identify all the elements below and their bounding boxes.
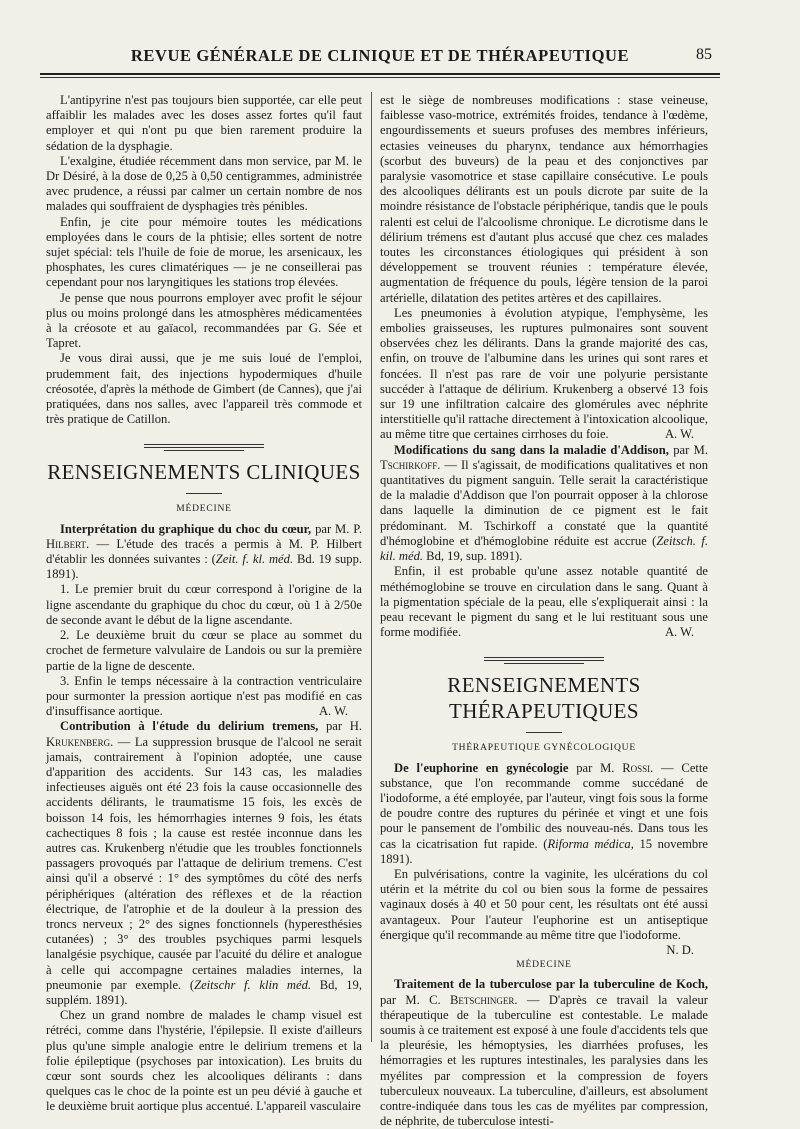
article-body: — Il s'agissait, de modifications qualitatives et non quantitatives du pigment sanguin. Telle serait la caractéristique de la maladie d'Addison que l'on pourrait opposer à la chlorose dans laquelle la diminution de ce pigment est le fait prédominant. M. Tschirkoff a constaté que la quantité d'hémoglobine et d'hémoglobine réduite est accrue ( xyxy=(380,457,708,548)
article-title: Modifications du sang dans la maladie d'Addison, xyxy=(394,442,669,457)
author-name: Rossi. xyxy=(622,760,654,775)
header-rule xyxy=(40,73,720,75)
article-title: Interprétation du graphique du choc du cœur, xyxy=(60,521,312,536)
author-prefix: par H. xyxy=(318,719,363,734)
article-hilbert xyxy=(46,522,362,583)
decorative-rule xyxy=(46,441,362,453)
paragraph-text: Je vous dirai aussi, que je me suis loué de l'emploi, prudemment fait, des injections hypodermiques d'huile créosotée, d'après la méthode de Gimbert (de Cannes), que j'ai pratiquées, dans nos salles, avec l'appareil très commode et très pratique de Catillon. xyxy=(46,351,362,427)
journal-reference: Zeitschr f. klin méd. xyxy=(194,977,312,992)
journal-reference: Riforma médica, xyxy=(547,836,634,851)
paragraph-pulverisations xyxy=(380,866,708,957)
paragraph-pneumonies xyxy=(380,306,708,443)
author-name: Krukenberg. xyxy=(46,734,114,749)
author-prefix: par M. xyxy=(568,760,623,775)
author-prefix: par M. P. xyxy=(311,521,362,536)
paragraph-exalgine xyxy=(46,154,362,215)
signature: N. D. xyxy=(666,942,694,957)
paragraph-text: Chez un grand nombre de malades le champ visuel est rétréci, comme dans l'hystérie, l'épilepsie. Il existe d'ailleurs plus qu'une simple analogie entre le delirium tremens et la folie épileptique (psychoses par intoxication). Les bruits du cœur sont sourds chez les alcooliques délirants : dans quelques cas le choc de la pointe est un peu dévié à gauche et le deuxième bruit aortique plus accentué. L'appareil vasculaire xyxy=(46,1008,362,1114)
left-column xyxy=(46,93,362,1115)
short-rule xyxy=(526,732,562,733)
subhead-medecine: MÉDECINE xyxy=(176,504,232,515)
paragraph-continuation xyxy=(380,93,708,306)
section-title-therapeutiques: RENSEIGNEMENTS THÉRAPEUTIQUES xyxy=(447,673,641,724)
reference-tail: 15 novembre 1891). xyxy=(380,836,708,866)
article-body: — D'après ce travail la valeur thérapeutique de la tuberculine est contestable. Le malade soumis à ce traitement est exposé à une foule d'accidents tels que la pleurésie, les hémoptysies, les diarrhées profuses, les hémorragies et les ruptures intestinales, les paralysies dans les myélites par compression et la compression de foyers tuberculeux nouveaux. La tuberculine, d'ailleurs, est absolument contre-indiquée dans tous les cas de myélites par compression, de néphrite, de tuberculose intesti- xyxy=(380,992,708,1129)
section-title-cliniques: RENSEIGNEMENTS CLINIQUES xyxy=(47,460,361,485)
paragraph-injections xyxy=(46,351,362,427)
list-item-text: 2. Le deuxième bruit du cœur se place au sommet du crochet de fermeture valvulaire de Landois ou sur la première partie de la ligne de descente. xyxy=(46,628,362,673)
article-rossi xyxy=(380,761,708,867)
article-body: — La suppression brusque de l'alcool ne serait jamais, contrairement à l'opinion adoptée, une cause d'apparition des accidents. Sur 143 cas, les maladies infectieuses aiguës ont été 23 fois la cause occasionnelle des accidents délirants, le traumatisme 15 fois, les excès de boisson 14 fois, les hémorrhagies internes 9 fois, les états cachectiques 8 fois ; la cause est restée inconnue dans les autres cas. Krukenberg n'étudie que les troubles fonctionnels passagers provoqués par l'attaque de delirium tremens. C'est ainsi qu'il a observé : 1° des symptômes du côté des nerfs périphériques (altération des réflexes et de la réaction électrique, de l'atrophie et de la douleur à la pression des troncs nerveux ; 2° des signes fonctionnels (hyperesthésies cutanées) ; 3° des troubles psychiques parmi lesquels lanalgésie psychique, causée par l'acuité du délire et analogue à celle qui accompagne certaines maladies internes, la pneumonie par exemple. ( xyxy=(46,734,362,992)
signature: A. W. xyxy=(318,704,348,719)
paragraph-text: est le siège de nombreuses modifications : stase veineuse, faiblesse vaso-motrice, extrémités froides, tendance à l'œdème, engourdissements et sueurs profuses des membres inférieurs, ectasies veineuses du pharynx, tendance aux hémorrhagies (scorbut des buveurs) de la peau et des conjonctives par paralysie vasomotrice et stase capillaire consécutive. Le pouls des alcooliques délirants est un pouls dicrote par suite de la moindre résistance de l'obstacle périphérique, tandis que le pouls ralenti est celui de l'alcoolisme chronique. Le dicrotisme dans le délirium trémens est d'autant plus accusé que chez ces malades toutes les circonstances étiologiques qui président à son développement se trouvent réunies : température élevée, augmentation de fréquence du pouls, légère tension de la paroi artérielle, dilatation des petites artères et des capillaires. xyxy=(380,93,708,305)
article-title: Contribution à l'étude du delirium tremens, xyxy=(60,719,319,734)
article-title: Traitement de la tuberculose par la tuberculine de Koch, xyxy=(394,977,708,992)
reference-tail: Bd, 19, supplém. 1891). xyxy=(46,977,363,1007)
paragraph-text: Enfin, il est probable qu'une assez notable quantité de méthémoglobine se trouve en circulation dans le sang. Quant à la pigmentation spéciale de la peau, elle s'expliquerait ainsi : la peau recevant le pigment du sang et le lui restituant sous une forme modifiée. xyxy=(380,564,708,640)
author-name: Hilbert. xyxy=(46,536,90,551)
paragraph-champ-visuel xyxy=(46,1008,362,1114)
paragraph-text: L'antipyrine n'est pas toujours bien supportée, car elle peut affaiblir les malades avec les doses assez fortes qu'il faut employer et qui n'ont pu que bien rarement produire la sédation de la dysphagie. xyxy=(46,93,362,153)
running-header xyxy=(40,40,720,70)
subhead-gynecologique: THÉRAPEUTIQUE GYNÉCOLOGIQUE xyxy=(452,743,636,754)
article-krukenberg xyxy=(46,719,362,1008)
column-divider xyxy=(371,92,372,1042)
author-name: Tschirkoff. xyxy=(380,457,441,472)
signature: A. W. xyxy=(664,625,694,640)
list-item xyxy=(46,674,362,720)
paragraph-text: L'exalgine, étudiée récemment dans mon service, par M. le Dr Désiré, à la dose de 0,25 à 0,50 centigrammes, administrée avec prudence, a réussi par calmer un certain nombre de nos malades qui souffraient de dysphagies très pénibles. xyxy=(46,153,362,214)
reference-tail: Bd. 19 supp. 1891). xyxy=(46,552,363,582)
page-number: 85 xyxy=(696,46,712,63)
paragraph-medications xyxy=(46,215,362,291)
journal-reference: Zeit. f. kl. méd. xyxy=(215,552,294,567)
article-body: — Cette substance, que l'on recommande comme succédané de l'iodoforme, a été employée, par l'auteur, vingt fois sous la forme de poudre contre des ruptures du périnée et vingt et une fois pour le pansement de l'ombilic des nouveau-nés. Dans tous les cas la cicatrisation fut rapide. ( xyxy=(380,760,709,851)
paragraph-text: En pulvérisations, contre la vaginite, les ulcérations du col utérin et la métrite du col ou bien sous la forme de pessaires vaginaux dosés à 40 et 50 pour cent, les résultats ont été aussi avantageux. Pour l'auteur l'euphorine est un antiseptique énergique qu'il recommande au même titre que l'iodoforme. xyxy=(380,866,708,942)
paragraph-antipyrine xyxy=(46,93,362,154)
article-betschinger xyxy=(380,977,708,1129)
short-rule xyxy=(186,493,222,494)
decorative-rule xyxy=(380,654,708,666)
list-item xyxy=(46,628,362,674)
author-name: Betschinger. xyxy=(449,992,518,1007)
paragraph-text: Je pense que nous pourrons employer avec profit le séjour plus ou moins prolongé dans les atmosphères médicamentées à la créosote et au gaïacol, recommandées par G. Sée et Tapret. xyxy=(46,290,362,351)
list-item-text: 1. Le premier bruit du cœur correspond à l'origine de la ligne ascendante du graphique du choc du cœur, où 1 à 2/50e de seconde avant le début de la ligne ascendante. xyxy=(46,582,362,627)
author-prefix: par M. xyxy=(668,442,708,457)
subhead-medecine: MÉDECINE xyxy=(516,960,572,971)
article-body: — L'étude des tracés a permis à M. P. Hilbert d'établir les données suivantes : ( xyxy=(46,536,362,567)
paragraph-text: Les pneumonies à évolution atypique, l'emphysème, les embolies graisseuses, les ruptures pulmonaires sont souvent observées chez les délirants. Dans la grande majorité des cas, enfin, on trouve de l'albumine dans les urines qui sont rares et foncées. Il n'est pas rare de voir une polyurie persistante succéder à l'attaque de délirium. Krukenberg a observé 13 fois sur 19 une infiltration calcaire des glomérules avec néphrite interstitielle qu'il rattache directement à l'intoxication alcoolique, au même titre que certaines cirrhoses du foie. xyxy=(380,305,708,442)
journal-title: REVUE GÉNÉRALE DE CLINIQUE ET DE THÉRAPEUTIQUE xyxy=(130,46,630,65)
list-item xyxy=(46,582,362,628)
list-item-text: 3. Enfin le temps nécessaire à la contraction ventriculaire pour surmonter la pression aortique n'est pas modifié en cas d'insuffisance aortique. xyxy=(46,673,362,719)
journal-reference: Zeitsch. f. kil. méd. xyxy=(380,533,708,564)
signature: A. W. xyxy=(664,427,694,442)
reference-tail: Bd, 19, sup. 1891). xyxy=(423,549,523,564)
right-column xyxy=(380,93,708,1129)
header-rule-thin xyxy=(40,77,720,78)
article-tschirkoff xyxy=(380,443,708,565)
paragraph-atmospheres xyxy=(46,291,362,352)
paragraph-methemoglobine xyxy=(380,564,708,640)
author-prefix: par M. C. xyxy=(380,992,450,1007)
paragraph-text: Enfin, je cite pour mémoire toutes les médications employées dans le cours de la phtisie; elles sortent de notre sujet spécial: tels l'huile de foie de morue, les arsenicaux, les phosphates, les cures climatériques — je ne conseillerai pas cependant pour nos laryngitiques les stations trop élevées. xyxy=(46,214,362,290)
article-title: De l'euphorine en gynécologie xyxy=(394,760,569,775)
